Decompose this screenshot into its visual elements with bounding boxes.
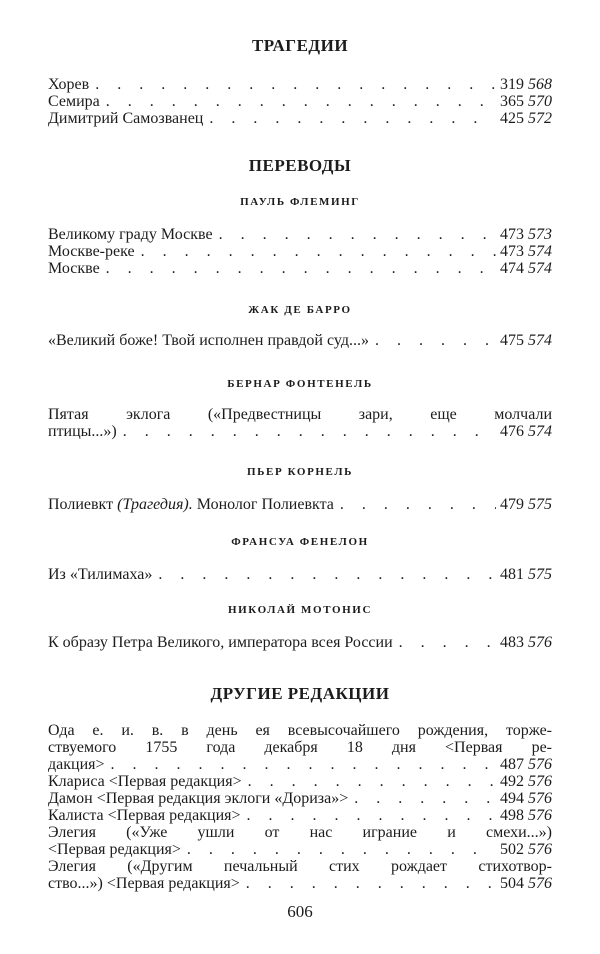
leader-dots [135, 243, 496, 260]
toc-entry[interactable] [48, 76, 552, 93]
leader-dots [89, 76, 496, 93]
toc-entry[interactable] [48, 226, 552, 243]
entry-page: 502 [500, 841, 524, 858]
entry-title: К образу Петра Великого, императора всея России [48, 634, 393, 651]
toc-list-barreau [48, 332, 552, 349]
toc-list-fleming [48, 226, 552, 277]
toc-entry[interactable] [48, 824, 552, 858]
entry-title-line: Пятая эклога («Предвестницы зари, еще молчали [48, 406, 552, 423]
entry-note-page: 574 [528, 260, 552, 277]
leader-dots [334, 496, 496, 513]
entry-note-page: 574 [528, 332, 552, 349]
entry-page: 319 [500, 76, 524, 93]
entry-title-line: ство...») <Первая редакция> [48, 875, 240, 892]
toc-entry[interactable] [48, 858, 552, 892]
entry-note-page: 576 [528, 773, 552, 790]
toc-entry-fontenelle[interactable] [48, 406, 552, 440]
toc-list-fenelon [48, 566, 552, 583]
toc-list-tragedies [48, 76, 552, 127]
toc-entry[interactable] [48, 496, 552, 513]
entry-title: Калиста <Первая редакция> [48, 807, 241, 824]
toc-list-other-editions [48, 722, 552, 892]
author-heading-barreau: ЖАК ДЕ БАРРО [248, 304, 352, 316]
entry-note-page: 576 [528, 790, 552, 807]
author-heading-fenelon: ФРАНСУА ФЕНЕЛОН [231, 536, 369, 548]
entry-title: Хорев [48, 76, 90, 93]
toc-entry[interactable] [48, 634, 552, 651]
leader-dots [100, 260, 496, 277]
entry-page: 365 [500, 93, 524, 110]
entry-note-page: 572 [528, 110, 552, 127]
entry-title: Клариса <Первая редакция> [48, 773, 242, 790]
author-heading-fontenelle: БЕРНАР ФОНТЕНЕЛЬ [227, 378, 373, 390]
entry-title-line: дакция> [48, 756, 105, 773]
leader-dots [117, 423, 496, 440]
leader-dots [348, 790, 496, 807]
entry-note-page: 575 [528, 566, 552, 583]
entry-page: 481 [500, 566, 524, 583]
entry-title: Москве [48, 260, 100, 277]
section-heading-tragedies: ТРАГЕДИИ [251, 36, 349, 55]
entry-note-page: 575 [528, 496, 552, 513]
leader-dots [181, 841, 496, 858]
entry-title: Полиевкт [48, 496, 114, 513]
entry-note-page: 568 [528, 76, 552, 93]
entry-title: Димитрий Самозванец [48, 110, 204, 127]
entry-title: Великому граду Москве [48, 226, 213, 243]
entry-note-page: 570 [528, 93, 552, 110]
entry-page: 474 [500, 260, 524, 277]
author-heading-motonis: НИКОЛАЙ МОТОНИС [227, 604, 372, 616]
section-heading-translations: ПЕРЕВОДЫ [248, 156, 352, 175]
page-number: 606 [287, 902, 313, 921]
leader-dots [105, 756, 496, 773]
entry-note-page: 574 [528, 423, 552, 440]
entry-page: 425 [500, 110, 524, 127]
toc-entry[interactable] [48, 566, 552, 583]
entry-page: 492 [500, 773, 524, 790]
entry-page: 479 [500, 496, 524, 513]
toc-entry[interactable] [48, 110, 552, 127]
entry-page: 473 [500, 243, 524, 260]
entry-title: Семира [48, 93, 100, 110]
entry-note-page: 574 [528, 243, 552, 260]
entry-note-page: 573 [528, 226, 552, 243]
toc-entry[interactable] [48, 260, 552, 277]
entry-page: 494 [500, 790, 524, 807]
section-heading-other-editions: ДРУГИЕ РЕДАКЦИИ [210, 684, 390, 703]
author-heading-corneille: ПЬЕР КОРНЕЛЬ [246, 466, 354, 478]
toc-entry[interactable] [48, 722, 552, 773]
entry-title: Дамон <Первая редакция эклоги «Дориза»> [48, 790, 349, 807]
leader-dots [241, 807, 496, 824]
author-heading-fleming: ПАУЛЬ ФЛЕМИНГ [240, 196, 360, 208]
toc-entry[interactable] [48, 790, 552, 807]
toc-entry[interactable] [48, 332, 552, 349]
toc-list-corneille [48, 496, 552, 513]
entry-page: 483 [500, 634, 524, 651]
entry-page: 476 [500, 423, 524, 440]
entry-page: 475 [500, 332, 524, 349]
entry-note-page: 576 [528, 807, 552, 824]
entry-title-italic: (Трагедия). [117, 496, 193, 513]
leader-dots [152, 566, 496, 583]
leader-dots [213, 226, 496, 243]
entry-title-line: <Первая редакция> [48, 841, 181, 858]
toc-list-motonis [48, 634, 552, 651]
entry-title: Из «Тилимаха» [48, 566, 153, 583]
entry-note-page: 576 [528, 875, 552, 892]
entry-title: «Великий боже! Твой исполнен правдой суд...» [48, 332, 369, 349]
leader-dots [369, 332, 496, 349]
entry-page: 473 [500, 226, 524, 243]
entry-note-page: 576 [528, 634, 552, 651]
toc-entry[interactable] [48, 807, 552, 824]
entry-title-line: Элегия («Другим печальный стих рождает стихотвор- [48, 858, 552, 875]
entry-page: 504 [500, 875, 524, 892]
entry-note-page: 576 [528, 841, 552, 858]
entry-title-line: Ода е. и. в. в день ея всевысочайшего рождения, торже- [48, 722, 552, 739]
leader-dots [203, 110, 496, 127]
toc-entry[interactable] [48, 773, 552, 790]
entry-title-line: птицы...») [48, 423, 117, 440]
entry-title-line: Элегия («Уже ушли от нас играние и смехи...») [48, 824, 552, 841]
entry-title-line: ствуемого 1755 года декабря 18 дня <Первая ре- [48, 739, 552, 756]
entry-title-rest: Монолог Полиевкта [196, 496, 334, 513]
toc-entry[interactable] [48, 243, 552, 260]
entry-note-page: 576 [528, 756, 552, 773]
leader-dots [242, 773, 496, 790]
leader-dots [393, 634, 496, 651]
entry-title: Москве-реке [48, 243, 135, 260]
leader-dots [100, 93, 496, 110]
entry-page: 498 [500, 807, 524, 824]
entry-page: 487 [500, 756, 524, 773]
toc-entry[interactable] [48, 93, 552, 110]
leader-dots [240, 875, 496, 892]
